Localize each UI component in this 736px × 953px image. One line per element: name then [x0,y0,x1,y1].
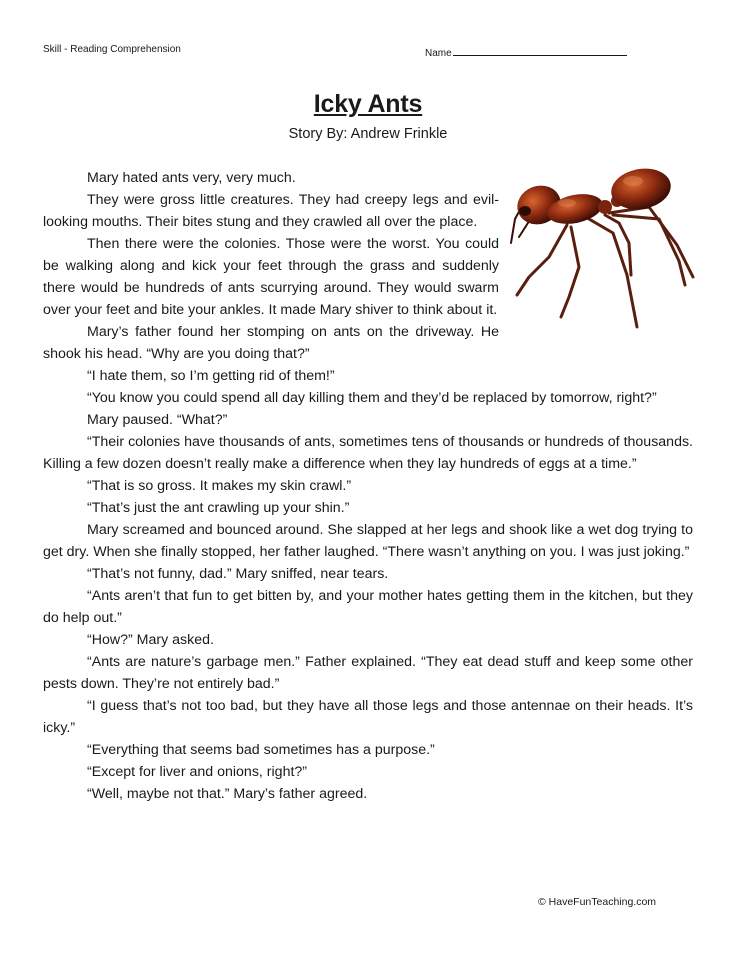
story-paragraph: “Ants aren’t that fun to get bitten by, and your mother hates getting them in the kitchen, but they do help out.” [43,588,693,626]
story-paragraph: “That is so gross. It makes my skin crawl.” [87,478,352,494]
story-body [43,167,693,805]
story-paragraph: “Everything that seems bad sometimes has a purpose.” [87,742,435,758]
story-paragraph: “That’s not funny, dad.” Mary sniffed, near tears. [87,566,389,582]
story-paragraph: “Ants are nature’s garbage men.” Father explained. “They eat dead stuff and keep some other pests down. They’re not entirely bad.” [43,654,693,692]
story-paragraph: “I guess that’s not too bad, but they have all those legs and those antennae on their heads. It’s icky.” [43,698,693,736]
copyright-footer: © HaveFunTeaching.com [538,896,657,908]
story-paragraph: They were gross little creatures. They had creepy legs and evil-looking mouths. Their bites stung and they crawled all over the place. [43,192,499,230]
story-paragraph: Mary’s father found her stomping on ants on the driveway. He shook his head. “Why are you doing that?” [43,324,499,362]
story-paragraph: “I hate them, so I’m getting rid of them!” [87,368,335,384]
name-blank-line [453,44,627,56]
story-byline: Story By: Andrew Frinkle [288,126,448,142]
name-label: Name [425,48,452,59]
story-paragraph: Mary hated ants very, very much. [87,170,296,186]
story-paragraph: “Except for liver and onions, right?” [87,764,308,780]
name-field [425,44,627,59]
ant-icon [509,167,699,337]
ant-illustration [509,167,699,337]
story-title: Icky Ants [313,90,423,118]
story-paragraph: “You know you could spend all day killing them and they’d be replaced by tomorrow, right?” [87,390,657,406]
story-paragraph: “Well, maybe not that.” Mary’s father agreed. [87,786,368,802]
story-paragraph: “How?” Mary asked. [87,632,214,648]
story-paragraph: Then there were the colonies. Those were the worst. You could be walking along and kick your feet through the grass and suddenly there would be hundreds of ants scurrying around. They would swarm over your feet and bite your ankles. It made Mary shiver to think about it. [43,236,499,318]
story-paragraph: Mary screamed and bounced around. She slapped at her legs and shook like a wet dog trying to get dry. When she finally stopped, her father laughed. “There wasn’t anything on you. I was just joking.” [43,522,693,560]
story-paragraph: “That’s just the ant crawling up your shin.” [87,500,350,516]
skill-label: Skill - Reading Comprehension [43,44,181,55]
story-paragraph: “Their colonies have thousands of ants, sometimes tens of thousands or hundreds of thousands. Killing a few dozen doesn’t really make a difference when they lay hundreds of eggs at a time.” [43,434,693,472]
story-paragraph: Mary paused. “What?” [87,412,228,428]
